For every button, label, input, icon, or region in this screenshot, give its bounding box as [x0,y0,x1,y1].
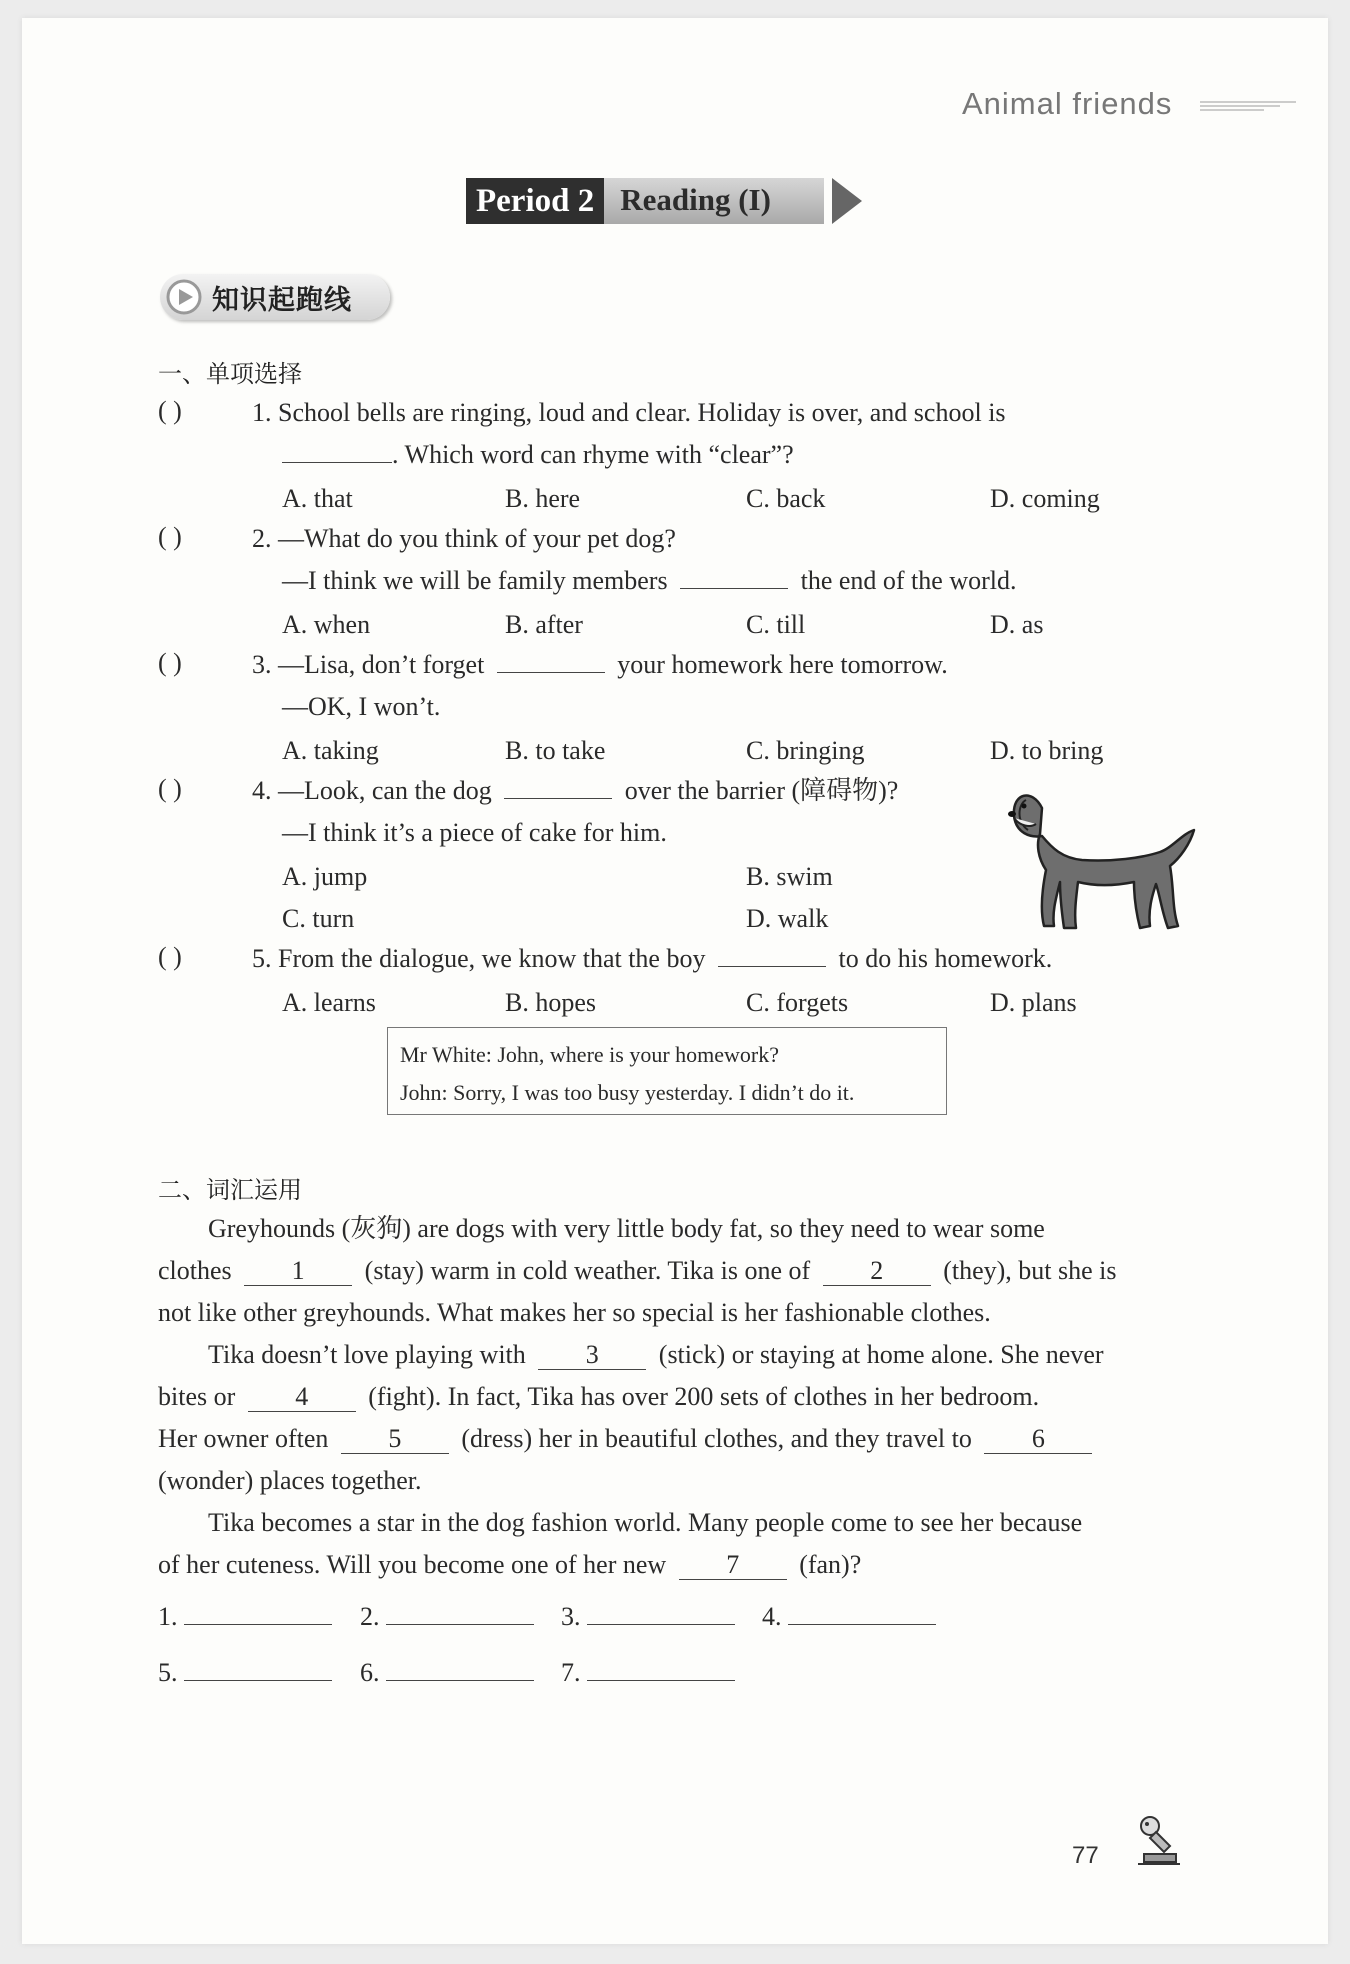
answer-number: 7. [561,1658,581,1687]
question-stem-text: your homework here tomorrow. [617,650,948,679]
passage-line [158,1250,1117,1291]
dialogue-line: Mr White: John, where is your homework? [400,1042,780,1067]
dog-illustration [1002,778,1202,938]
question-stem-text: —I think we will be family members [282,566,668,595]
answer-blank[interactable] [587,1654,735,1681]
option-b[interactable]: B. swim [746,862,833,891]
question-stem: 1. School bells are ringing, loud and clear. Holiday is over, and school is [252,398,1006,427]
option-c[interactable]: C. back [746,484,826,513]
answer-line[interactable] [158,1598,332,1632]
page-number: 77 [1072,1842,1099,1869]
option-d[interactable]: D. coming [990,484,1100,513]
robot-mascot-icon [1130,1812,1186,1868]
passage-line: Tika becomes a star in the dog fashion world. Many people come to see her because [208,1508,1083,1537]
passage-line [158,1544,861,1585]
fill-blank[interactable] [282,436,392,463]
numbered-blank[interactable]: 6 [984,1425,1092,1454]
passage-text: (fan)? [799,1550,862,1579]
option-a[interactable]: A. taking [282,736,379,765]
passage-text: (stay) warm in cold weather. Tika is one of [364,1256,811,1285]
numbered-blank[interactable]: 3 [538,1341,646,1370]
answer-line[interactable] [360,1654,534,1688]
option-a[interactable]: A. jump [282,862,368,891]
option-d[interactable]: D. to bring [990,736,1104,765]
passage-text: of her cuteness. Will you become one of her new [158,1550,667,1579]
answer-line[interactable] [158,1654,332,1688]
passage-text: (dress) her in beautiful clothes, and they travel to [461,1424,972,1453]
fill-blank[interactable] [718,940,826,967]
question-stem [252,770,898,811]
question-stem [252,938,1052,979]
question-stem-continued [282,434,794,475]
option-a[interactable]: A. that [282,484,353,513]
option-a[interactable]: A. when [282,610,371,639]
question-stem-text: . Which word can rhyme with “clear”? [392,440,794,469]
numbered-blank[interactable]: 7 [679,1551,787,1580]
passage-line: (wonder) places together. [158,1466,422,1495]
answer-line[interactable] [561,1654,735,1688]
fill-blank[interactable] [497,646,605,673]
option-b[interactable]: B. here [505,484,581,513]
passage-text: (fight). In fact, Tika has over 200 sets of clothes in her bedroom. [368,1382,1040,1411]
option-c[interactable]: C. till [746,610,806,639]
period-reading-label: Reading (I) [604,178,824,224]
question-stem [252,644,948,685]
passage-text: Tika doesn’t love playing with [208,1340,526,1369]
numbered-blank[interactable]: 1 [244,1257,352,1286]
option-d[interactable]: D. plans [990,988,1077,1017]
answer-paren[interactable]: ( ) [158,774,182,803]
answer-blank[interactable] [386,1654,534,1681]
banner-arrow-icon [832,178,862,224]
answer-blank[interactable] [788,1598,936,1625]
passage-text: bites or [158,1382,236,1411]
question-stem-text: to do his homework. [838,944,1053,973]
part1-title: 一、单项选择 [158,360,302,388]
option-a[interactable]: A. learns [282,988,376,1017]
passage-text: clothes [158,1256,232,1285]
question-stem-continued: —I think it’s a piece of cake for him. [282,818,667,847]
passage-text: (they), but she is [943,1256,1117,1285]
passage-line: not like other greyhounds. What makes her so special is her fashionable clothes. [158,1298,991,1327]
answer-blank[interactable] [184,1654,332,1681]
header-title: Animal friends [962,86,1173,121]
section-tag-label: 知识起跑线 [212,284,352,316]
dialogue-line: John: Sorry, I was too busy yesterday. I didn’t do it. [400,1080,855,1105]
answer-number: 5. [158,1658,178,1687]
option-b[interactable]: B. hopes [505,988,596,1017]
question-stem-text: 3. —Lisa, don’t forget [252,650,485,679]
answer-paren[interactable]: ( ) [158,396,182,425]
answer-line[interactable] [360,1598,534,1632]
play-circle-icon [166,279,202,315]
numbered-blank[interactable]: 2 [823,1257,931,1286]
answer-line[interactable] [561,1598,735,1632]
answer-paren[interactable]: ( ) [158,522,182,551]
question-stem-continued [282,560,1016,601]
answer-paren[interactable]: ( ) [158,648,182,677]
option-d[interactable]: D. walk [746,904,829,933]
answer-number: 6. [360,1658,380,1687]
fill-blank[interactable] [680,562,788,589]
answer-blank[interactable] [587,1598,735,1625]
period-banner [466,178,862,224]
question-stem-text: over the barrier (障碍物)? [624,776,899,805]
question-stem-text: 5. From the dialogue, we know that the boy [252,944,706,973]
header-decoration-lines [1200,100,1296,114]
option-c[interactable]: C. turn [282,904,355,933]
question-stem-text: the end of the world. [800,566,1017,595]
dialogue-box [387,1027,947,1115]
option-d[interactable]: D. as [990,610,1044,639]
answer-number: 4. [762,1602,782,1631]
passage-text: (stick) or staying at home alone. She never [658,1340,1104,1369]
passage-text: Her owner often [158,1424,329,1453]
answer-paren[interactable]: ( ) [158,942,182,971]
passage-line [158,1418,1098,1459]
answer-line[interactable] [762,1598,936,1632]
answer-number: 3. [561,1602,581,1631]
option-b[interactable]: B. after [505,610,583,639]
option-c[interactable]: C. bringing [746,736,865,765]
answer-blank[interactable] [184,1598,332,1625]
passage-line [208,1334,1104,1375]
section-tag [160,274,390,320]
numbered-blank[interactable]: 4 [248,1383,356,1412]
passage-line [158,1376,1039,1417]
part2-title: 二、词汇运用 [158,1176,302,1204]
passage-line: Greyhounds (灰狗) are dogs with very little body fat, so they need to wear some [208,1214,1045,1243]
question-stem-continued: —OK, I won’t. [282,692,441,721]
period-label: Period 2 [466,178,604,224]
question-stem: 2. —What do you think of your pet dog? [252,524,676,553]
option-c[interactable]: C. forgets [746,988,849,1017]
numbered-blank[interactable]: 5 [341,1425,449,1454]
question-stem-text: 4. —Look, can the dog [252,776,492,805]
answer-number: 2. [360,1602,380,1631]
workbook-page [22,18,1328,1944]
answer-number: 1. [158,1602,178,1631]
fill-blank[interactable] [504,772,612,799]
answer-blank[interactable] [386,1598,534,1625]
option-b[interactable]: B. to take [505,736,606,765]
